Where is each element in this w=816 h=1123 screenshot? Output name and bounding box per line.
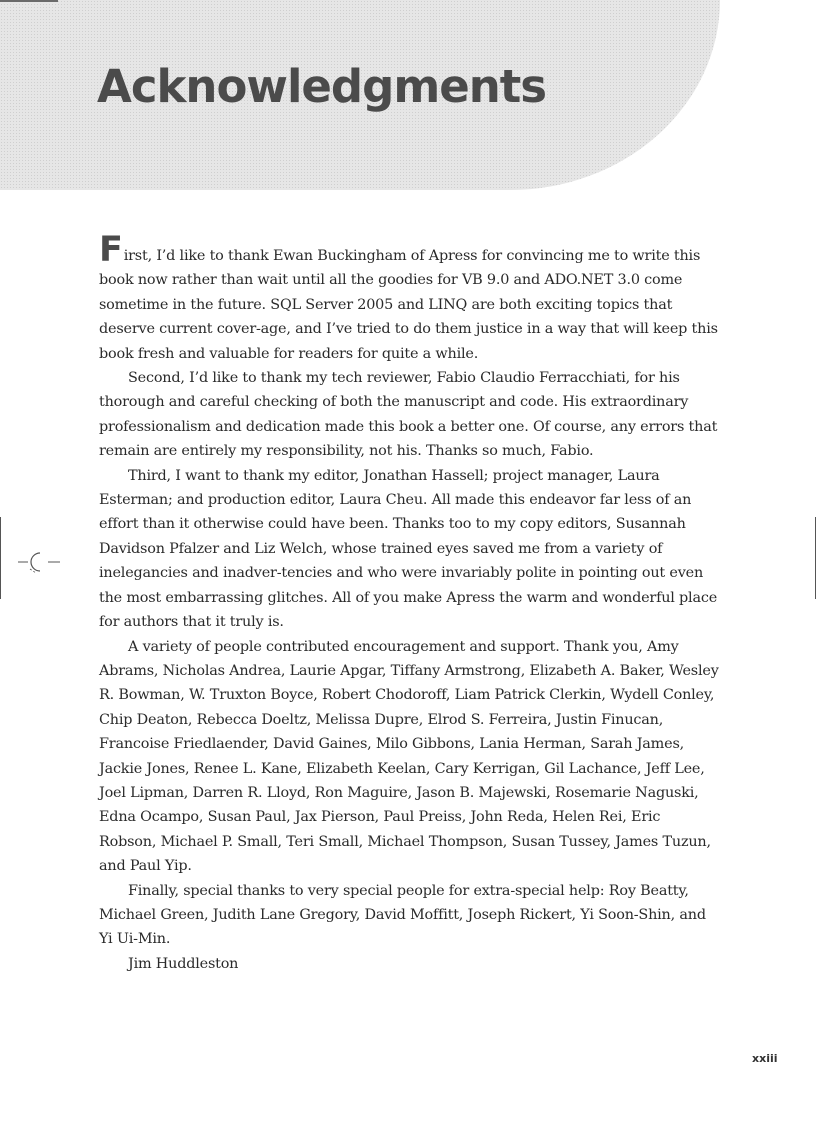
corner-rule xyxy=(0,0,58,2)
paragraph-5: Finally, special thanks to very special people for extra-special help: Roy Beatty, Michael Green, Judith Lane Gregory, David Moffitt, Joseph Rickert, Yi Soon-Shin, and Yi Ui-Min. xyxy=(99,882,706,948)
drop-cap: F xyxy=(99,230,123,270)
chapter-title: Acknowledgments xyxy=(97,60,547,113)
paragraph-4: A variety of people contributed encouragement and support. Thank you, Amy Abrams, Nicholas Andrea, Laurie Apgar, Tiffany Armstrong, Elizabeth A. Baker, Wesley R. Bowman, W. Truxton Boyce, Robert Chodoroff, Liam Patrick Clerkin, Wydell Conley, Chip Deaton, Rebecca Doeltz, Melissa Dupre, Elrod S. Ferreira, Justin Finucan, Francoise Friedlaender, David Gaines, Milo Gibbons, Lania Herman, Sarah James, Jackie Jones, Renee L. Kane, Elizabeth Keelan, Cary Kerrigan, Gil Lachance, Jeff Lee, Joel Lipman, Darren R. Lloyd, Ron Maguire, Jason B. Majewski, Rosemarie Naguski, Edna Ocampo, Susan Paul, Jax Pierson, Paul Preiss, John Reda, Helen Rei, Eric Robson, Michael P. Small, Teri Small, Michael Thompson, Susan Tussey, James Tuzun, and Paul Yip. xyxy=(99,638,719,875)
registration-mark-icon xyxy=(18,549,66,575)
binding-line-left xyxy=(0,517,1,599)
paragraph-1-text: irst, I’d like to thank Ewan Buckingham of Apress for convincing me to write this book now rather than wait until all the goodies for VB 9.0 and ADO.NET 3.0 come sometime in the future. SQL Server 2005 and LINQ are both exciting topics that deserve current cover-age, and I’ve tried to do them justice in a way that will keep this book fresh and valuable for readers for quite a while. xyxy=(99,248,718,362)
paragraph-2: Second, I’d like to thank my tech reviewer, Fabio Claudio Ferracchiati, for his thorough and careful checking of both the manuscript and code. His extraordinary professionalism and dedication made this book a better one. Of course, any errors that remain are entirely my responsibility, not his. Thanks so much, Fabio. xyxy=(99,370,718,460)
paragraph-3: Third, I want to thank my editor, Jonathan Hassell; project manager, Laura Esterman; and production editor, Laura Cheu. All made this endeavor far less of an effort than it otherwise could have been. Thanks too to my copy editors, Susannah Davidson Pfalzer and Liz Welch, whose trained eyes saved me from a variety of inelegancies and inadver-tencies and who were invariably polite in pointing out even the most embarrassing glitches. All of you make Apress the warm and wonderful place for authors that it truly is. xyxy=(99,467,718,631)
paragraph-1 xyxy=(99,230,719,366)
body-text xyxy=(99,230,719,976)
page-number: xxiii xyxy=(752,1052,778,1065)
signature: Jim Huddleston xyxy=(128,955,239,972)
